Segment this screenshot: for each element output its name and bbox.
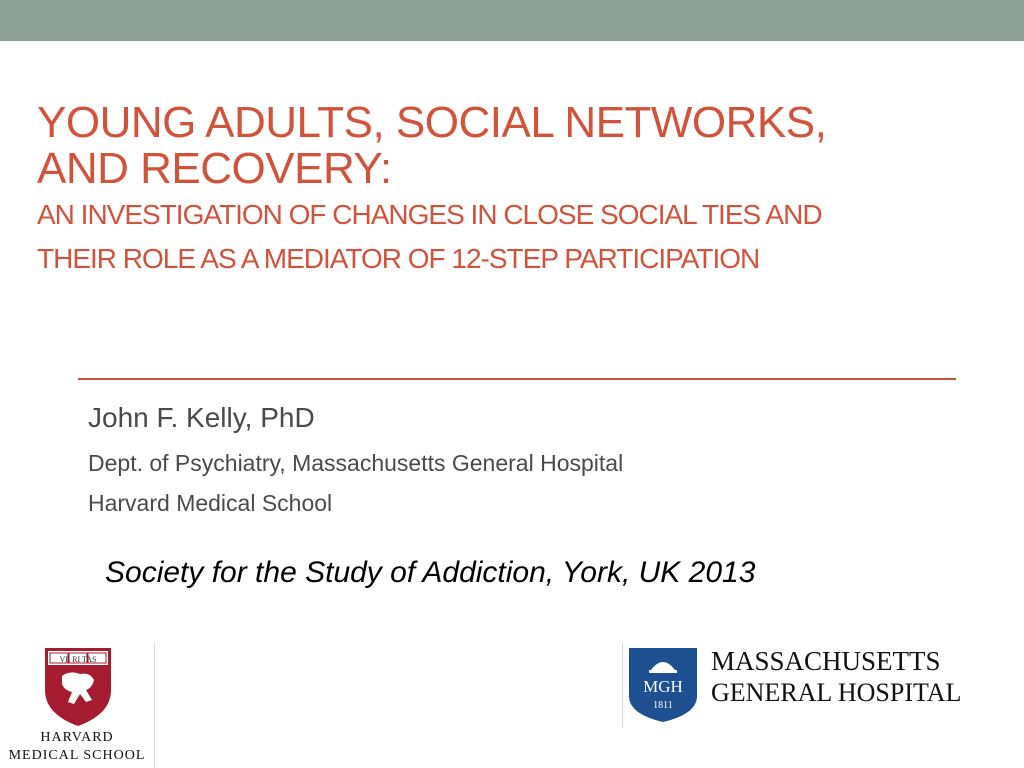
harvard-motto: VE RI TAS (59, 655, 97, 664)
mgh-badge-text: MGH (643, 677, 683, 696)
mgh-logo-line-2: GENERAL HOSPITAL (711, 678, 962, 707)
harvard-medical-school-logo (0, 642, 155, 768)
title-sub-line-1: AN INVESTIGATION OF CHANGES IN CLOSE SOCIAL TIES AND (37, 199, 822, 230)
mgh-badge-year: 1811 (653, 700, 673, 711)
title-divider (78, 378, 956, 380)
harvard-logo-line-2: MEDICAL SCHOOL (8, 748, 146, 763)
title-main-line-2: AND RECOVERY: (37, 144, 392, 193)
title-main-line-1: YOUNG ADULTS, SOCIAL NETWORKS, (37, 98, 827, 147)
top-bar (0, 0, 1024, 41)
harvard-logo-line-1: HARVARD (40, 730, 114, 745)
author-department: Dept. of Psychiatry, Massachusetts General Hospital (88, 450, 624, 476)
slide-title (37, 100, 1007, 280)
mgh-logo-line-1: MASSACHUSETTS (711, 646, 941, 676)
author-name: John F. Kelly, PhD (88, 402, 315, 433)
mgh-logo (622, 642, 1024, 728)
author-school: Harvard Medical School (88, 490, 333, 516)
mgh-shield-icon (627, 646, 699, 724)
harvard-shield-icon (0, 642, 154, 730)
conference-line: Society for the Study of Addiction, York, UK 2013 (105, 556, 756, 589)
title-sub-line-2: THEIR ROLE AS A MEDIATOR OF 12-STEP PARTICIPATION (37, 243, 760, 274)
